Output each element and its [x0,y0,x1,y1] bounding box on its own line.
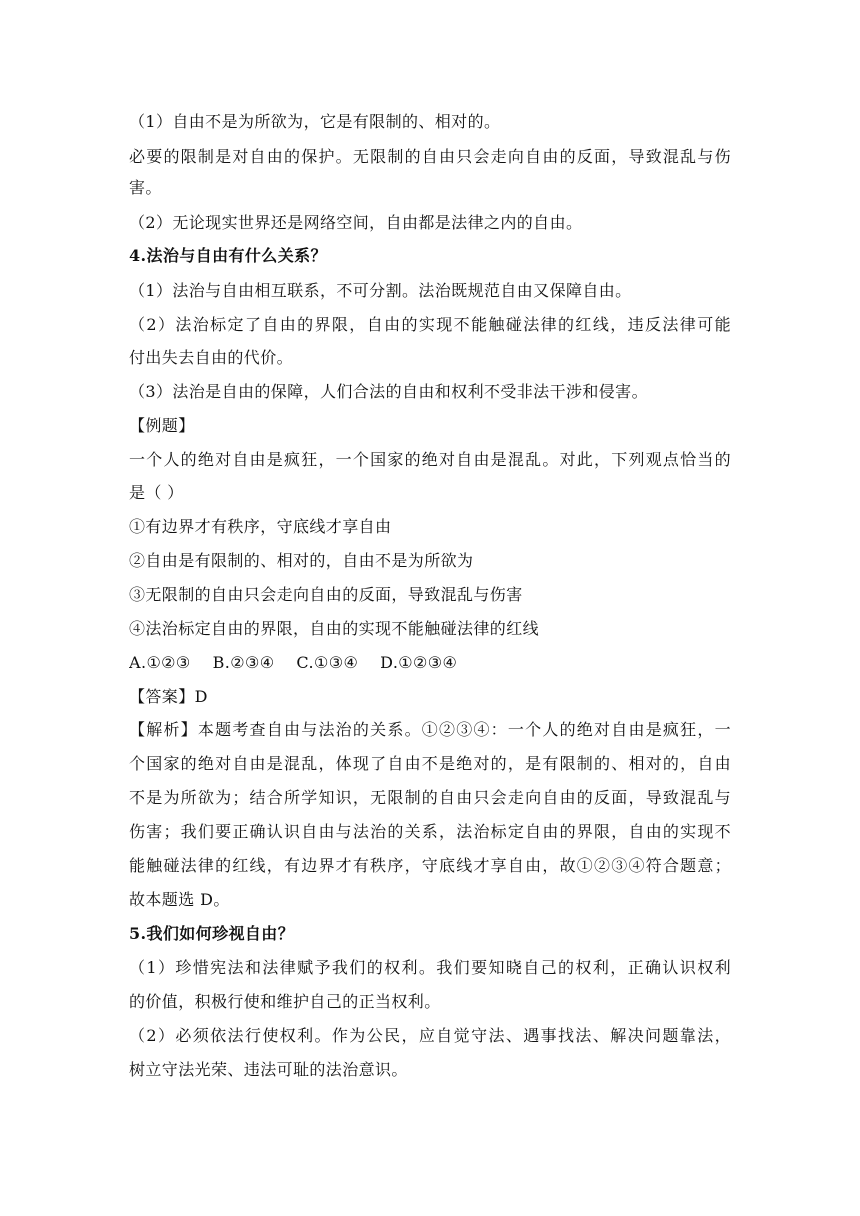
option-statement: ①有边界才有秩序，守底线才享自由 [129,517,392,536]
analysis-text: 不是为所欲为；结合所学知识，无限制的自由只会走向自由的反面，导致混乱与 [129,788,731,807]
text-line: （1）自由不是为所欲为，它是有限制的、相对的。 [129,112,501,131]
analysis-text: 伤害；我们要正确认识自由与法治的关系，法治标定自由的界限，自由的实现不 [129,822,731,841]
example-label: 【例题】 [129,416,195,435]
analysis-text: 【解析】本题考查自由与法治的关系。①②③④：一个人的绝对自由是疯狂，一 [129,720,731,739]
option-statement: ④法治标定自由的界限，自由的实现不能触碰法律的红线 [129,619,540,638]
text-line: 树立守法光荣、违法可耻的法治意识。 [129,1060,408,1079]
question-text: 一个人的绝对自由是疯狂，一个国家的绝对自由是混乱。对此，下列观点恰当的 [129,450,731,469]
section-heading: 4.法治与自由有什么关系？ [129,246,327,265]
answer-line: 【答案】D [129,687,208,706]
section-heading: 5.我们如何珍视自由？ [129,924,295,943]
text-line: （2）必须依法行使权利。作为公民，应自觉守法、遇事找法、解决问题靠法， [129,1026,731,1045]
text-line: （1）法治与自由相互联系，不可分割。法治既规范自由又保障自由。 [129,281,632,300]
text-line: （2）法治标定了自由的界限，自由的实现不能触碰法律的红线，违反法律可能 [129,315,731,334]
question-text: 是（ ） [129,483,184,502]
text-line: （3）法治是自由的保障，人们合法的自由和权利不受非法干涉和侵害。 [129,382,648,401]
text-line: 的价值，积极行使和维护自己的正当权利。 [129,992,441,1011]
text-line: 付出失去自由的代价。 [129,348,294,367]
option-statement: ②自由是有限制的、相对的，自由不是为所欲为 [129,551,474,570]
text-line: 害。 [129,178,162,197]
analysis-text: 能触碰法律的红线，有边界才有秩序，守底线才享自由，故①②③④符合题意； [129,856,731,875]
analysis-text: 故本题选 D。 [129,890,230,909]
option-statement: ③无限制的自由只会走向自由的反面，导致混乱与伤害 [129,585,523,604]
text-line: （2）无论现实世界还是网络空间，自由都是法律之内的自由。 [129,213,583,232]
text-line: 必要的限制是对自由的保护。无限制的自由只会走向自由的反面，导致混乱与伤 [129,147,731,166]
answer-choices: A.①②③ B.②③④ C.①③④ D.①②③④ [129,653,458,672]
text-line: （1）珍惜宪法和法律赋予我们的权利。我们要知晓自己的权利，正确认识权利 [129,958,731,977]
analysis-text: 个国家的绝对自由是混乱，体现了自由不是绝对的，是有限制的、相对的，自由 [129,754,731,773]
